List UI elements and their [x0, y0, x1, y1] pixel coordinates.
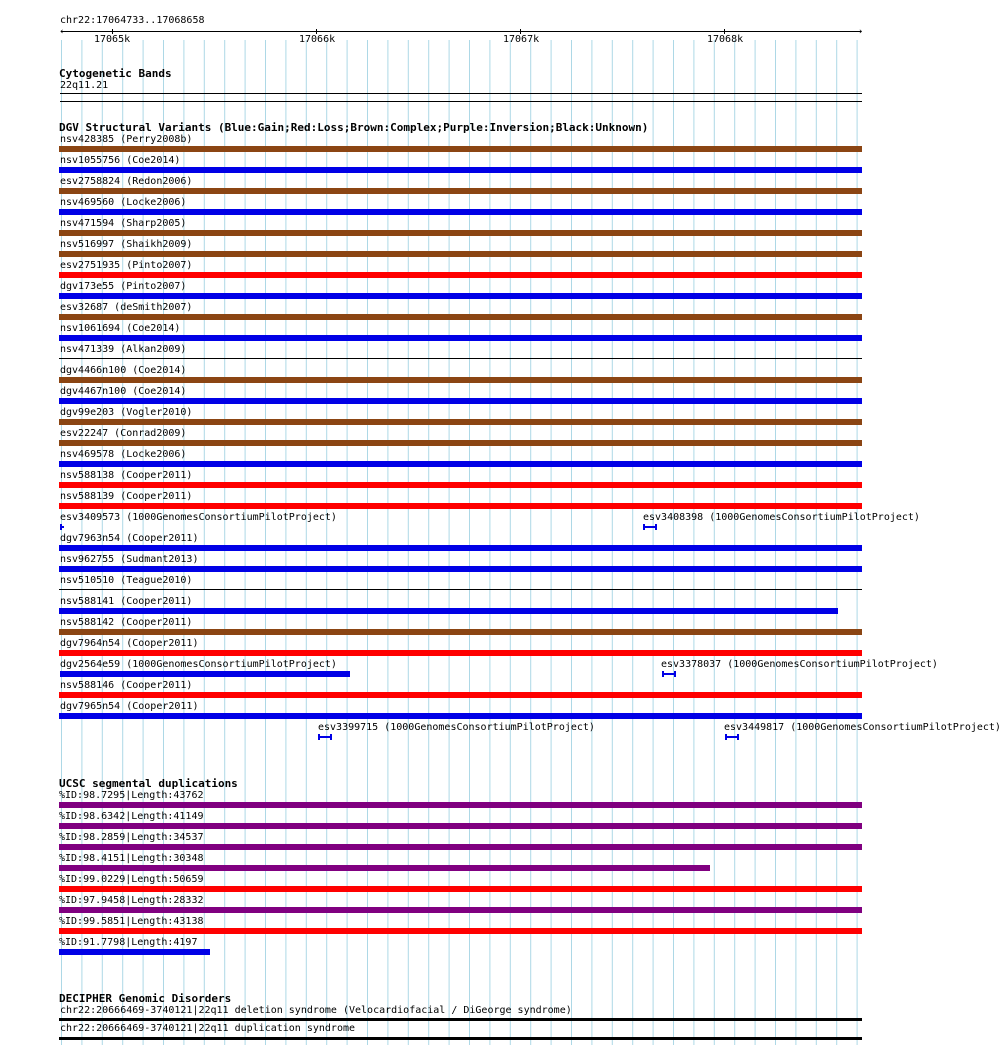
dgv-variant-bar[interactable] — [59, 692, 862, 698]
dgv-variant-label: esv32687 (deSmith2007) — [60, 302, 193, 313]
segdup-bar[interactable] — [59, 907, 862, 913]
cytoband-label: 22q11.21 — [60, 80, 109, 91]
dgv-variant-label: dgv7965n54 (Cooper2011) — [60, 701, 199, 712]
dgv-variant-bar[interactable] — [60, 671, 350, 677]
dgv-variant-bar[interactable] — [59, 503, 862, 509]
dgv-variant-label: nsv1055756 (Coe2014) — [60, 155, 181, 166]
dgv-variant-bar[interactable] — [59, 650, 862, 656]
segdup-bar[interactable] — [59, 928, 862, 934]
ruler-position: chr22:17064733..17068658 — [60, 15, 205, 26]
decipher-label: chr22:20666469-3740121|22q11 deletion syndrome (Velocardiofacial / DiGeorge syndrome) — [60, 1005, 572, 1016]
dgv-variant-label: dgv99e203 (Vogler2010) — [60, 407, 193, 418]
dgv-variant-label: esv3378037 (1000GenomesConsortiumPilotProject) — [661, 659, 938, 670]
dgv-small-feature[interactable] — [662, 671, 676, 677]
segdup-label: %ID:97.9458|Length:28332 — [59, 895, 204, 906]
ruler-tick-label: 17066k — [299, 34, 336, 45]
dgv-extra-label: esv3399715 (1000GenomesConsortiumPilotProject) — [318, 722, 595, 733]
dgv-variant-label: nsv510510 (Teague2010) — [60, 575, 193, 586]
dgv-variant-bar[interactable] — [59, 358, 862, 359]
dgv-small-feature[interactable] — [318, 734, 332, 740]
dgv-variant-label: esv2751935 (Pinto2007) — [60, 260, 193, 271]
cytoband-track-title[interactable]: Cytogenetic Bands — [59, 67, 172, 80]
dgv-variant-bar[interactable] — [59, 482, 862, 488]
dgv-variant-label: nsv588146 (Cooper2011) — [60, 680, 193, 691]
dgv-variant-label: dgv7963n54 (Cooper2011) — [60, 533, 199, 544]
dgv-variant-label: esv2758824 (Redon2006) — [60, 176, 193, 187]
dgv-variant-bar[interactable] — [59, 230, 862, 236]
ruler-tick-label: 17067k — [503, 34, 540, 45]
segdup-bar[interactable] — [59, 886, 862, 892]
decipher-bar[interactable] — [59, 1037, 862, 1040]
ruler-tick-label: 17065k — [94, 34, 131, 45]
segdup-bar[interactable] — [59, 865, 710, 871]
dgv-variant-label: dgv4467n100 (Coe2014) — [60, 386, 187, 397]
dgv-variant-label: dgv7964n54 (Cooper2011) — [60, 638, 199, 649]
dgv-variant-bar[interactable] — [59, 167, 862, 173]
segdup-bar[interactable] — [59, 823, 862, 829]
decipher-bar[interactable] — [59, 1018, 862, 1021]
dgv-variant-bar[interactable] — [59, 461, 862, 467]
segdup-label: %ID:98.2859|Length:34537 — [59, 832, 204, 843]
dgv-variant-label: esv22247 (Conrad2009) — [60, 428, 187, 439]
dgv-variant-label: esv3409573 (1000GenomesConsortiumPilotProject) — [60, 512, 337, 523]
dgv-variant-label: nsv962755 (Sudmant2013) — [60, 554, 199, 565]
dgv-track-title[interactable]: DGV Structural Variants (Blue:Gain;Red:Loss;Brown:Complex;Purple:Inversion;Black:Unknown) — [59, 121, 649, 134]
dgv-variant-bar[interactable] — [59, 566, 862, 572]
dgv-small-feature[interactable] — [643, 524, 657, 530]
dgv-variant-bar[interactable] — [59, 398, 862, 404]
dgv-variant-label: dgv2564e59 (1000GenomesConsortiumPilotProject) — [60, 659, 337, 670]
dgv-variant-label: nsv428385 (Perry2008b) — [60, 134, 193, 145]
dgv-variant-bar[interactable] — [59, 209, 862, 215]
segdup-bar[interactable] — [59, 949, 210, 955]
dgv-variant-label: dgv4466n100 (Coe2014) — [60, 365, 187, 376]
dgv-variant-bar[interactable] — [59, 314, 862, 320]
segdup-bar[interactable] — [59, 802, 862, 808]
dgv-variant-bar[interactable] — [59, 272, 862, 278]
dgv-variant-label: nsv516997 (Shaikh2009) — [60, 239, 193, 250]
cytoband-bar-bottom[interactable] — [60, 101, 862, 102]
ruler-axis — [61, 31, 861, 32]
segdup-track-title[interactable]: UCSC segmental duplications — [59, 777, 238, 790]
dgv-variant-bar[interactable] — [59, 146, 862, 152]
dgv-variant-label: nsv471339 (Alkan2009) — [60, 344, 187, 355]
segdup-label: %ID:98.4151|Length:30348 — [59, 853, 204, 864]
cytoband-bar-top[interactable] — [60, 93, 862, 94]
ruler-left-arrow-icon: ‹ — [59, 27, 65, 37]
dgv-variant-bar[interactable] — [59, 251, 862, 257]
dgv-variant-label: dgv173e55 (Pinto2007) — [60, 281, 187, 292]
dgv-variant-bar[interactable] — [59, 293, 862, 299]
dgv-extra-label: esv3449817 (1000GenomesConsortiumPilotProject) — [724, 722, 1001, 733]
dgv-variant-bar[interactable] — [59, 545, 862, 551]
dgv-small-feature[interactable] — [725, 734, 739, 740]
dgv-variant-bar[interactable] — [59, 608, 838, 614]
dgv-variant-bar[interactable] — [59, 589, 862, 590]
segdup-label: %ID:91.7798|Length:4197 — [59, 937, 198, 948]
dgv-variant-bar[interactable] — [59, 440, 862, 446]
segdup-label: %ID:98.6342|Length:41149 — [59, 811, 204, 822]
dgv-variant-label: nsv588138 (Cooper2011) — [60, 470, 193, 481]
dgv-variant-bar[interactable] — [59, 713, 862, 719]
dgv-variant-label: nsv469578 (Locke2006) — [60, 449, 187, 460]
segdup-label: %ID:98.7295|Length:43762 — [59, 790, 204, 801]
segdup-bar[interactable] — [59, 844, 862, 850]
dgv-variant-bar[interactable] — [59, 377, 862, 383]
decipher-track-title[interactable]: DECIPHER Genomic Disorders — [59, 992, 232, 1005]
dgv-small-feature[interactable] — [60, 524, 64, 530]
dgv-variant-label: esv3408398 (1000GenomesConsortiumPilotProject) — [643, 512, 920, 523]
decipher-label: chr22:20666469-3740121|22q11 duplication syndrome — [60, 1023, 356, 1034]
dgv-variant-bar[interactable] — [59, 629, 862, 635]
dgv-variant-label: nsv588142 (Cooper2011) — [60, 617, 193, 628]
dgv-variant-label: nsv471594 (Sharp2005) — [60, 218, 187, 229]
dgv-variant-label: nsv588139 (Cooper2011) — [60, 491, 193, 502]
dgv-variant-bar[interactable] — [59, 335, 862, 341]
dgv-variant-bar[interactable] — [59, 188, 862, 194]
ruler-tick-label: 17068k — [707, 34, 744, 45]
dgv-variant-label: nsv469560 (Locke2006) — [60, 197, 187, 208]
segdup-label: %ID:99.5851|Length:43138 — [59, 916, 204, 927]
segdup-label: %ID:99.0229|Length:50659 — [59, 874, 204, 885]
dgv-variant-label: nsv1061694 (Coe2014) — [60, 323, 181, 334]
dgv-variant-bar[interactable] — [59, 419, 862, 425]
ruler-right-arrow-icon: › — [858, 27, 864, 37]
dgv-variant-label: nsv588141 (Cooper2011) — [60, 596, 193, 607]
